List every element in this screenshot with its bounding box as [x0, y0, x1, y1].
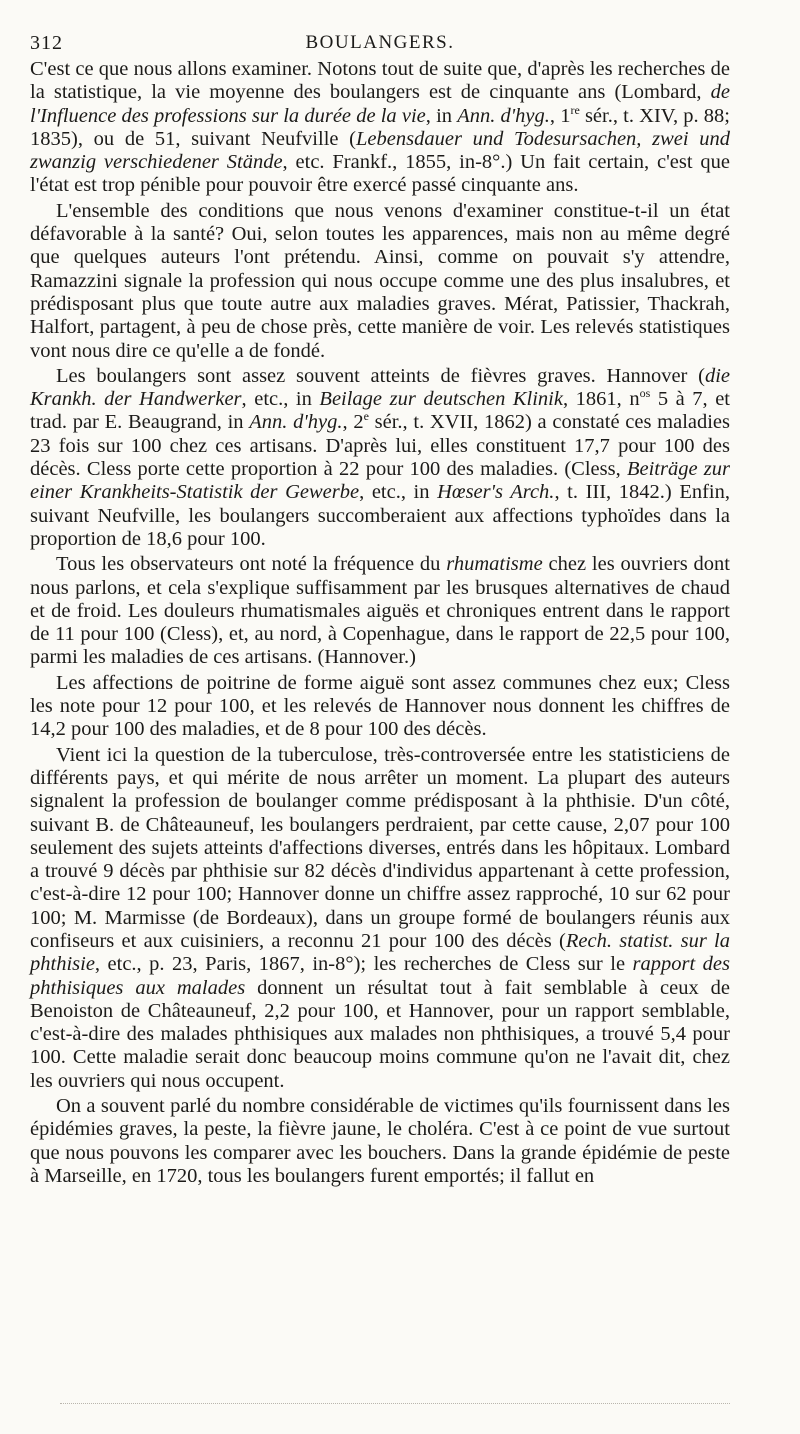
superscript: re — [570, 102, 580, 117]
text-run: Tous les observateurs ont noté la fréquence du — [56, 553, 447, 576]
superscript: os — [639, 386, 651, 401]
paragraph — [30, 200, 730, 363]
text-run: 5 à 7, et trad. par E. Beaugrand, in — [30, 388, 730, 434]
italic-citation: Lebensdauer und Todesursachen, zwei und zwanzig verschiedener Stände — [30, 127, 730, 174]
text-run: , etc. Frankf., 1855, in-8°.) Un fait certain, c'est que l'état est trop pénible pour pouvoir être exercé passé cinquante ans. — [30, 151, 730, 197]
text-run: sér., t. XVII, 1862) a constaté ces maladies 23 fois sur 100 chez ces artisans. D'après lui, elles constituent 17,7 pour 100 des décès. Cless porte cette proportion à 22 pour 100 des maladies. (Cless, — [30, 411, 731, 481]
italic-citation: rapport des phthisiques aux malades — [30, 953, 730, 999]
italic-citation: Beiträge zur einer Krankheits-Statistik der Gewerbe — [30, 458, 730, 504]
paragraph — [30, 553, 730, 669]
text-run: chez les ouvriers dont nous parlons, et cela s'explique suffisamment par les brusques alternatives de chaud et de froid. Les douleurs rhumatismales aiguës et chroniques entrent dans le rapport de 11 pour 100 (Cless), et, au nord, à Copenhague, dans le rapport de 22,5 pour 100, parmi les maladies de ces artisans. (Hannover.) — [30, 553, 730, 669]
italic-citation: Hœser's Arch. — [437, 481, 555, 504]
paragraph — [30, 744, 730, 1093]
superscript: e — [363, 409, 369, 424]
italic-citation: de l'Influence des professions sur la durée de la vie — [30, 81, 730, 127]
italic-citation: Beilage zur deutschen Klinik — [319, 388, 563, 411]
running-header — [30, 28, 730, 58]
text-run: sér., t. XIV, p. 88; 1835), ou de 51, suivant Neufville ( — [30, 104, 731, 150]
text-run: On a souvent parlé du nombre considérable de victimes qu'ils fournissent dans les épidémies graves, la peste, la fièvre jaune, le choléra. C'est à ce point de vue surtout que nous pouvons les comparer avec les bouchers. Dans la grande épidémie de peste à Marseille, en 1720, tous les boulangers furent emportés; il fallut en — [30, 1095, 730, 1187]
text-run: , 1 — [549, 104, 571, 127]
text-run: , etc., p. 23, Paris, 1867, in-8°); les recherches de Cless sur le — [94, 953, 633, 976]
paragraph — [30, 58, 730, 198]
paragraph — [30, 365, 730, 551]
running-title: BOULANGERS. — [305, 32, 455, 53]
text-run: L'ensemble des conditions que nous venons d'examiner constitue-t-il un état défavorable à la santé? Oui, selon toutes les apparences, mais non au même degré que quelques auteurs l'ont prétendu. Ainsi, comme on pouvait s'y attendre, Ramazzini signale la profession qui nous occupe comme une des plus insalubres, et prédisposant plus que toute autre aux maladies graves. Mérat, Patissier, Thackrah, Halfort, partagent, à peu de chose près, cette manière de voir. Les relevés statistiques vont nous dire ce qu'elle a de fondé. — [30, 199, 730, 362]
text-run: Les boulangers sont assez souvent atteints de fièvres graves. Hannover ( — [56, 364, 705, 387]
text-run: , in — [425, 104, 458, 127]
italic-citation: rhumatisme — [446, 553, 543, 576]
italic-citation: die Krankh. der Handwerker — [30, 364, 730, 411]
text-run: , 1861, n — [562, 388, 640, 411]
page-number: 312 — [30, 32, 63, 54]
italic-citation: Rech. statist. sur la phthisie — [30, 929, 731, 976]
text-run: , etc., in — [241, 388, 320, 411]
italic-citation: Ann. d'hyg. — [249, 411, 343, 434]
text-run: , etc., in — [359, 481, 438, 504]
paragraph — [30, 1095, 730, 1188]
text-run: , 2 — [342, 411, 364, 434]
italic-citation: Ann. d'hyg. — [457, 104, 550, 127]
text-run: Les affections de poitrine de forme aiguë sont assez communes chez eux; Cless les note pour 12 pour 100, et les relevés de Hannover nous donnent les chiffres de 14,2 pour 100 des maladies, et de 8 pour 100 des décès. — [30, 671, 730, 741]
text-run: Vient ici la question de la tuberculose, très-controversée entre les statisticiens de différents pays, et qui mérite de nous arrêter un moment. La plupart des auteurs signalent la profession de boulanger comme prédisposant à la phthisie. D'un côté, suivant B. de Châteauneuf, les boulangers perdraient, par cette cause, 2,07 pour 100 seulement des sujets atteints d'affections diverses, entrés dans les hôpitaux. Lombard a trouvé 9 décès par phthisie sur 82 décès d'individus appartenant à cette profession, c'est-à-dire 12 pour 100; Hannover donne un chiffre assez rapproché, 10 sur 62 pour 100; M. Marmisse (de Bordeaux), dans un groupe formé de boulangers réunis aux confiseurs et aux cuisiniers, a reconnu 21 pour 100 des décès ( — [30, 743, 730, 952]
text-run: donnent un résultat tout à fait semblable à ceux de Benoiston de Châteauneuf, 2,2 pour 100, et Hannover, pour un rapport semblable, c'est-à-dire des malades phthisiques aux malades non phthisiques, a trouvé 5,4 pour 100. Cette maladie serait donc beaucoup moins commune qu'on ne l'avait dit, chez les ouvriers qui nous occupent. — [30, 976, 730, 1092]
text-run: C'est ce que nous allons examiner. Notons tout de suite que, d'après les recherches de la statistique, la vie moyenne des boulangers est de cinquante ans (Lombard, — [30, 58, 730, 104]
text-run: , t. III, 1842.) Enfin, suivant Neufville, les boulangers succomberaient aux affections typhoïdes dans la proportion de 18,6 pour 100. — [30, 481, 730, 550]
body-text — [30, 58, 730, 1188]
bottom-bleed-line — [60, 1403, 730, 1404]
book-page — [30, 28, 730, 1188]
paragraph — [30, 672, 730, 742]
